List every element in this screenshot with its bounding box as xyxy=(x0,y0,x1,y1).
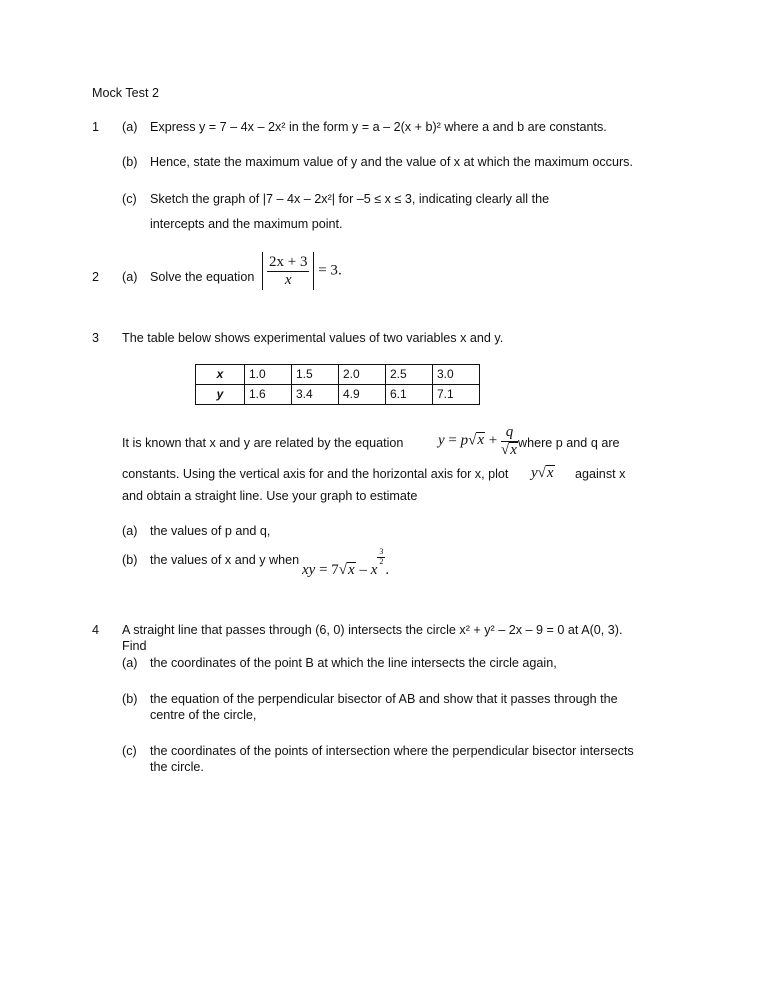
page-title: Mock Test 2 xyxy=(92,86,159,100)
eq-equals: = xyxy=(448,432,457,449)
eq-xy: xy xyxy=(302,561,316,578)
eq-y: y xyxy=(438,432,445,449)
sqrt-icon: √ xyxy=(338,561,348,578)
question-3-relation-equation xyxy=(438,424,518,458)
table-cell: 7.1 xyxy=(433,385,480,405)
question-3-relation-intro: It is known that x and y are related by the equation xyxy=(122,436,404,450)
eq-fraction xyxy=(501,424,518,458)
eq-den xyxy=(501,442,518,459)
question-1b-label: (b) xyxy=(122,155,138,169)
question-3b-label: (b) xyxy=(122,553,138,567)
question-2a-text: Solve the equation xyxy=(150,270,255,284)
question-4c-text-line2: the circle. xyxy=(150,760,204,774)
question-1-number: 1 xyxy=(92,120,100,134)
table-cell: 3.4 xyxy=(292,385,339,405)
equation-numerator: 2x + 3 xyxy=(269,254,308,270)
table-cell: 6.1 xyxy=(386,385,433,405)
question-1c-text-line1: Sketch the graph of |7 – 4x – 2x²| for –5 ≤ x ≤ 3, indicating clearly all the xyxy=(150,192,550,206)
question-2-equation xyxy=(262,252,342,290)
table-cell: 2.0 xyxy=(339,365,386,385)
question-3-line2: constants. Using the vertical axis for and the horizontal axis for x, plot xyxy=(122,467,509,481)
question-3a-label: (a) xyxy=(122,524,138,538)
equation-period: . xyxy=(337,262,342,279)
equation-denominator: x xyxy=(284,271,292,288)
eq-plus: + xyxy=(488,432,498,449)
eq-exp-den: 2 xyxy=(379,556,384,566)
sqrt-icon: √ xyxy=(468,432,477,449)
table-row-y xyxy=(196,385,480,405)
eq-equals-7: = 7 xyxy=(319,561,339,578)
table-row-x xyxy=(196,365,480,385)
question-4c-text-line1: the coordinates of the points of intersection where the perpendicular bisector intersects xyxy=(150,744,634,758)
equation-rhs: = 3 xyxy=(318,262,338,279)
table-cell: 4.9 xyxy=(339,385,386,405)
sqrt-icon: √ xyxy=(501,441,510,458)
question-3a-text: the values of p and q, xyxy=(150,524,271,538)
eq-den-x: x xyxy=(510,441,517,458)
question-4-number: 4 xyxy=(92,623,100,637)
question-2a-label: (a) xyxy=(122,270,138,284)
experimental-data-table xyxy=(195,364,480,405)
question-4a-text: the coordinates of the point B at which the line intersects the circle again, xyxy=(150,656,557,670)
table-cell: 1.5 xyxy=(292,365,339,385)
question-3-plot-expression xyxy=(531,464,555,483)
question-3-relation-post: where p and q are xyxy=(518,436,620,450)
equation-fraction xyxy=(267,254,309,288)
question-4b-text-line2: centre of the circle, xyxy=(150,708,257,722)
table-cell: 1.0 xyxy=(245,365,292,385)
eq-period: . xyxy=(385,561,390,578)
question-4b-text-line1: the equation of the perpendicular bisector of AB and show that it passes through the xyxy=(150,692,618,706)
question-1a-label: (a) xyxy=(122,120,138,134)
question-3-intro: The table below shows experimental values of two variables x and y. xyxy=(122,331,504,345)
table-cell: 2.5 xyxy=(386,365,433,385)
plot-sqrt-x: x xyxy=(546,465,554,481)
eq-sqrt-x: x xyxy=(477,432,485,449)
question-2-number: 2 xyxy=(92,270,100,284)
table-cell: 3.0 xyxy=(433,365,480,385)
eq-p: p xyxy=(460,432,469,449)
question-3-line3: and obtain a straight line. Use your graph to estimate xyxy=(122,489,418,503)
question-3-number: 3 xyxy=(92,331,100,345)
question-3b-text: the values of x and y when xyxy=(150,553,300,567)
question-1b-text: Hence, state the maximum value of y and the value of x at which the maximum occurs. xyxy=(150,155,633,169)
question-4-find: Find xyxy=(122,639,147,653)
plot-y: y xyxy=(531,465,538,481)
eq-minus-x: – x xyxy=(359,561,378,578)
eq-q: q xyxy=(501,424,518,442)
question-4-intro: A straight line that passes through (6, 0) intersects the circle x² + y² – 2x – 9 = 0 at A(0, 3). xyxy=(122,623,623,637)
sqrt-icon: √ xyxy=(537,465,546,481)
absolute-value-bars xyxy=(262,252,314,290)
question-4b-label: (b) xyxy=(122,692,138,706)
question-1c-text-line2: intercepts and the maximum point. xyxy=(150,217,343,231)
question-4a-label: (a) xyxy=(122,656,138,670)
table-header-x: x xyxy=(196,365,245,385)
question-1a-text: Express y = 7 – 4x – 2x² in the form y = a – 2(x + b)² where a and b are constants. xyxy=(150,120,607,134)
eq-sqrt-x: x xyxy=(348,561,355,578)
question-4c-label: (c) xyxy=(122,744,137,758)
question-1c-label: (c) xyxy=(122,192,137,206)
eq-exp-num: 3 xyxy=(379,547,384,556)
question-3-line2-post: against x xyxy=(575,467,626,481)
question-3b-equation xyxy=(302,548,389,580)
table-header-y: y xyxy=(196,385,245,405)
table-cell: 1.6 xyxy=(245,385,292,405)
